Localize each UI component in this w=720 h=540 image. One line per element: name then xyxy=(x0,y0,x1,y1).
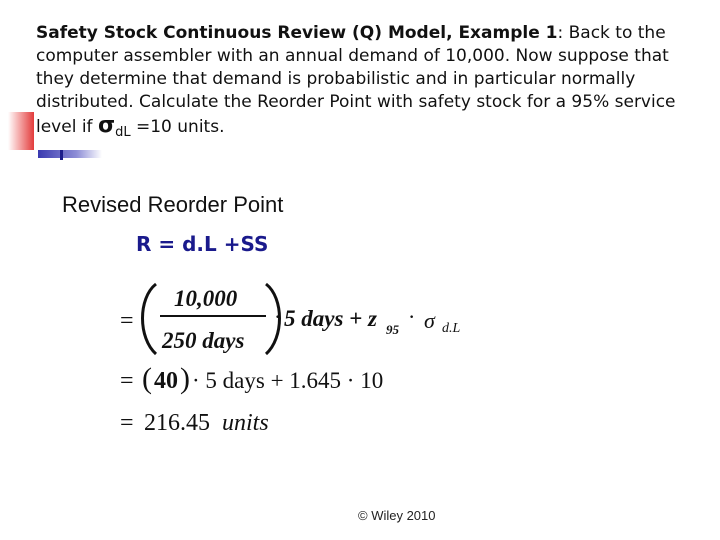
result-value: 216.45 xyxy=(144,410,210,436)
equals-2: = xyxy=(120,368,134,394)
problem-statement xyxy=(36,22,706,140)
section-heading: Revised Reorder Point xyxy=(62,192,284,217)
paren-close-small: ) xyxy=(180,362,190,395)
calculation-block xyxy=(118,278,498,448)
dot-2: · xyxy=(408,304,416,329)
paren-open-small: ( xyxy=(142,362,152,395)
sigma-symbol: σ xyxy=(97,113,116,138)
decorative-blue-bar xyxy=(38,150,102,158)
decorative-tick xyxy=(60,150,63,160)
decorative-pink-bar xyxy=(8,112,34,150)
reorder-formula: R = d.L +SS xyxy=(136,232,269,256)
problem-body: : Back to the computer assembler with an annual demand of 10,000. Now suppose that they determine that demand is probabilistic and in particular normally distributed. Calculate the Reorder Point with safety stock for a 95% service level if xyxy=(36,23,676,137)
dot-1: · xyxy=(274,304,282,329)
copyright-footer: © Wiley 2010 xyxy=(358,508,436,523)
line2-rest: · 5 days + 1.645 · 10 xyxy=(192,368,384,393)
problem-title: Safety Stock Continuous Review (Q) Model, Example 1 xyxy=(36,23,558,43)
equals-1: = xyxy=(120,308,134,334)
equals-3: = xyxy=(120,410,134,436)
sigma-subscript: dL xyxy=(115,125,131,140)
left-paren-large xyxy=(143,284,157,354)
sigma-subscript-math: d.L xyxy=(442,321,461,336)
fraction-denominator: 250 days xyxy=(162,328,245,353)
z-subscript: 95 xyxy=(386,322,399,337)
fraction-numerator: 10,000 xyxy=(174,286,238,311)
problem-tail: =10 units. xyxy=(130,117,225,137)
forty-value: 40 xyxy=(154,368,178,394)
result-units: units xyxy=(222,410,269,436)
sigma-symbol-math: σ xyxy=(424,308,435,333)
term-1: 5 days + z xyxy=(284,306,377,331)
